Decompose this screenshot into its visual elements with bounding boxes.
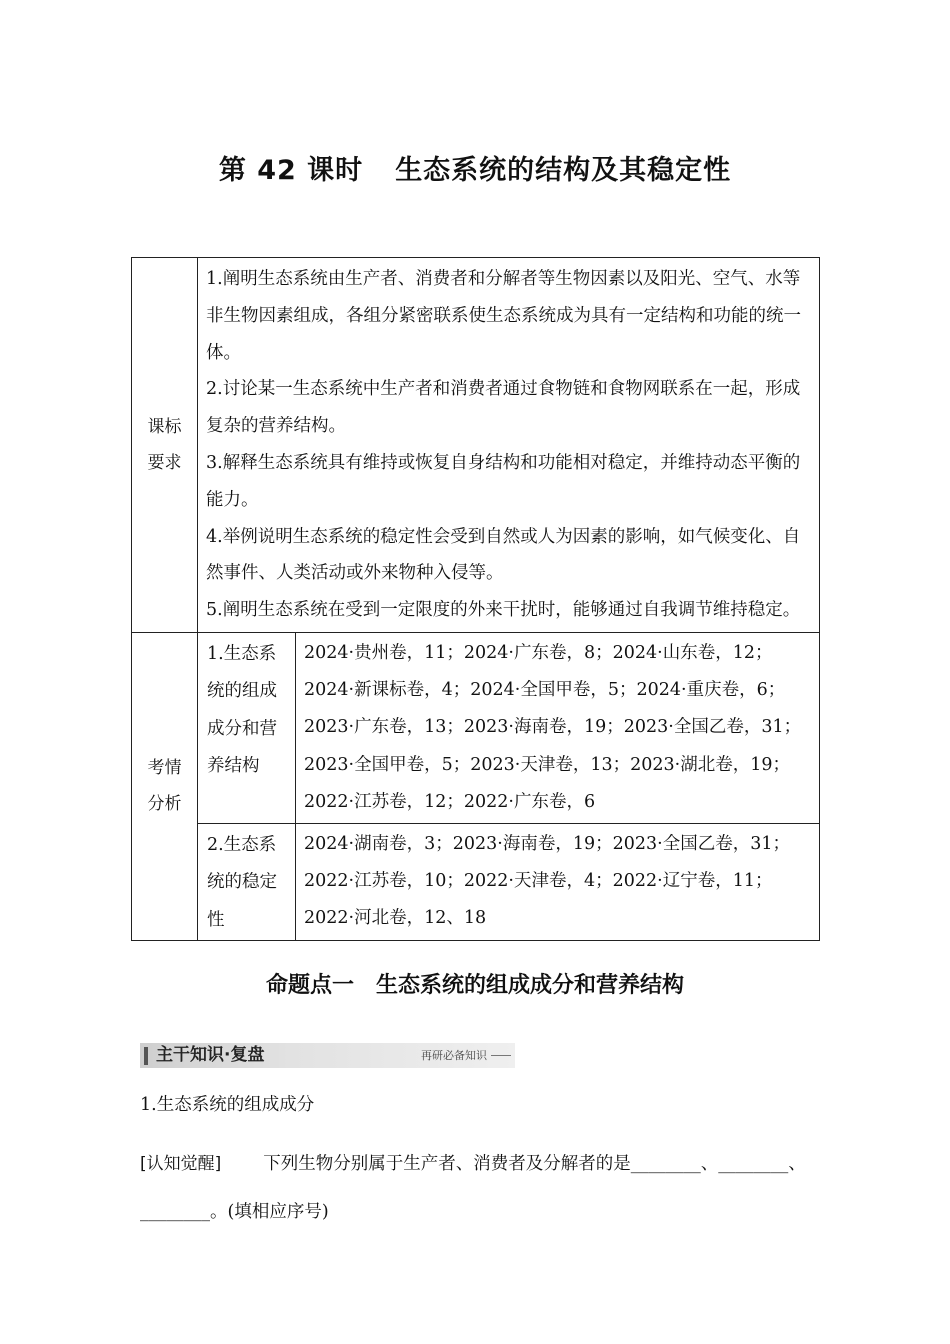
banner-title: 主干知识·复盘 (156, 1045, 265, 1065)
requirements-table (131, 257, 820, 941)
exam-row-1 (132, 632, 820, 823)
exam-line: 2022·河北卷，12、18 (304, 908, 487, 929)
exam-header: 考情 分析 (132, 632, 198, 940)
exam-topic-list (296, 823, 820, 940)
exam-line: 2022·江苏卷，10；2022·天津卷，4；2022·辽宁卷，11； (304, 871, 773, 892)
exam-topic-name: 1.生态系统的组成成分和营养结构 (198, 632, 296, 823)
curriculum-item: 1.阐明生态系统由生产者、消费者和分解者等生物因素以及阳光、空气、水等非生物因素组成，各组分紧密联系使生态系统成为具有一定结构和功能的统一体。 (206, 269, 801, 363)
topic-label: 命题点一 (265, 973, 354, 998)
cognition-paragraph (140, 1140, 820, 1236)
cognition-question: 下列生物分别属于生产者、消费者及分解者的是________、________、________。(填相应序号) (140, 1154, 806, 1222)
curriculum-item: 5.阐明生态系统在受到一定限度的外来干扰时，能够通过自我调节维持稳定。 (206, 600, 801, 621)
exam-line: 2024·湖南卷，3；2023·海南卷，19；2023·全国乙卷，31； (304, 833, 790, 854)
topic-heading (0, 968, 950, 999)
section-heading: 1.生态系统的组成成分 (140, 1095, 315, 1115)
curriculum-item: 2.讨论某一生态系统中生产者和消费者通过食物链和食物网联系在一起，形成复杂的营养结构。 (206, 379, 801, 437)
lesson-main-title: 生态系统的结构及其稳定性 (395, 155, 732, 186)
curriculum-header: 课标 要求 (132, 258, 198, 633)
topic-title: 生态系统的组成成分和营养结构 (376, 973, 685, 998)
banner-dash (491, 1055, 511, 1056)
exam-line: 2024·新课标卷，4；2024·全国甲卷，5；2024·重庆卷，6； (304, 680, 786, 701)
exam-line: 2022·江苏卷，12；2022·广东卷，6 (304, 791, 596, 812)
exam-row-2 (132, 823, 820, 940)
cognition-tag: [认知觉醒] (140, 1154, 222, 1174)
curriculum-item: 3.解释生态系统具有维持或恢复自身结构和功能相对稳定，并维持动态平衡的能力。 (206, 452, 801, 510)
banner-subtitle: 再研必备知识 (421, 1049, 487, 1062)
exam-line: 2024·贵州卷，11；2024·广东卷，8；2024·山东卷，12； (304, 642, 773, 663)
exam-line: 2023·广东卷，13；2023·海南卷，19；2023·全国乙卷，31； (304, 717, 802, 738)
banner-bar (144, 1047, 148, 1065)
curriculum-row (132, 258, 820, 633)
exam-topic-name: 2.生态系统的稳定性 (198, 823, 296, 940)
lesson-number: 第 42 课时 (218, 155, 364, 186)
section-banner (140, 1043, 515, 1068)
exam-topic-list (296, 632, 820, 823)
lesson-title (0, 148, 950, 187)
curriculum-content (198, 258, 820, 633)
exam-line: 2023·全国甲卷，5；2023·天津卷，13；2023·湖北卷，19； (304, 754, 790, 775)
curriculum-item: 4.举例说明生态系统的稳定性会受到自然或人为因素的影响，如气候变化、自然事件、人类活动或外来物种入侵等。 (206, 526, 801, 584)
